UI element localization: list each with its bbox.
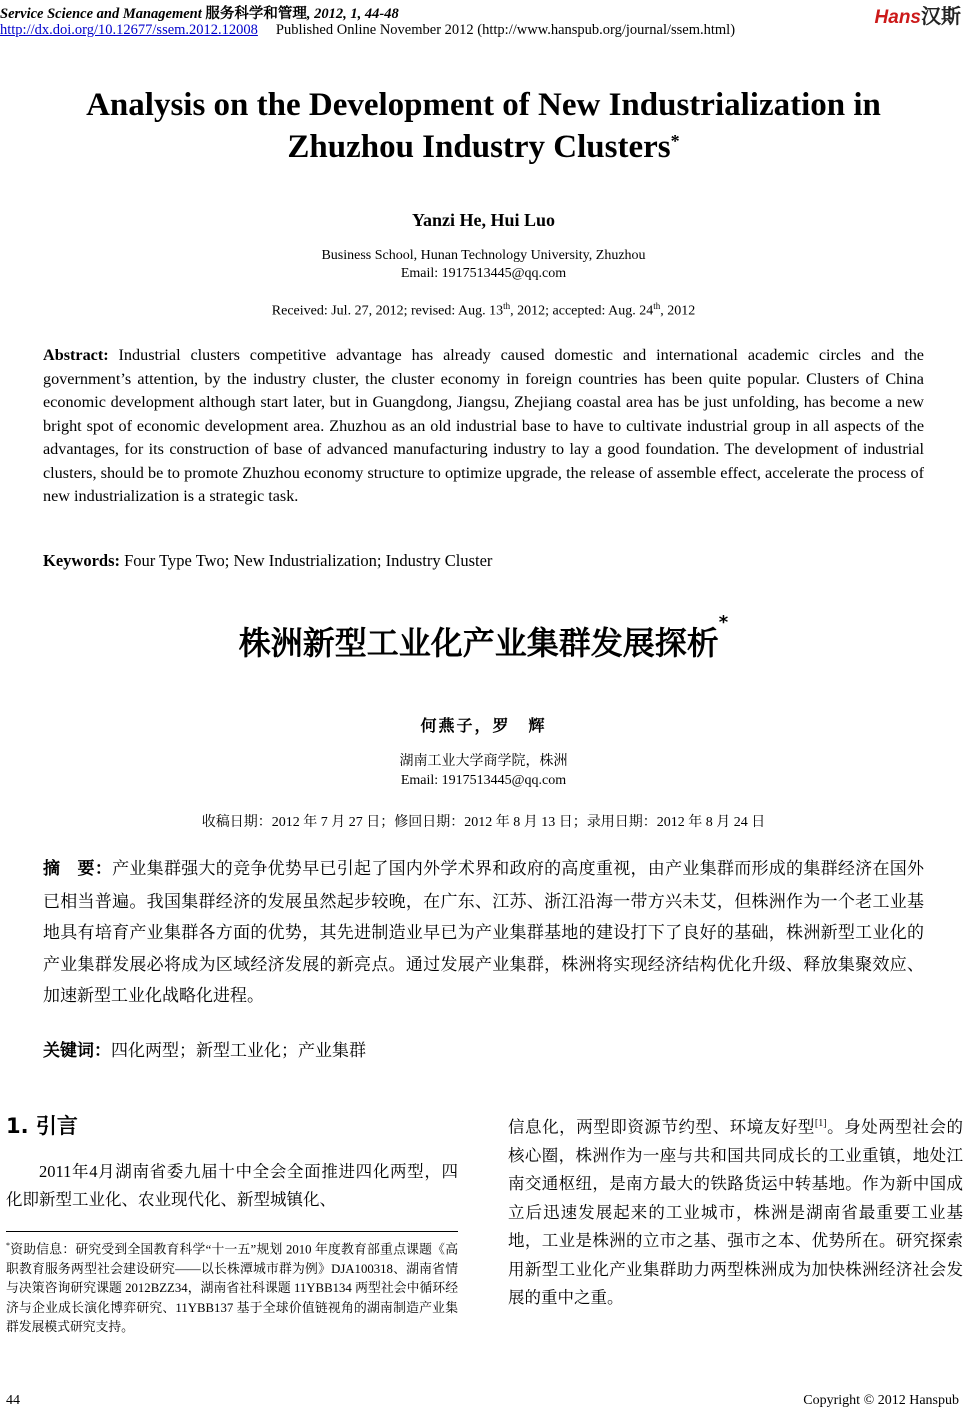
logo-text-cn: 汉斯	[921, 6, 961, 28]
footnote-text: 资助信息：研究受到全国教育科学“十一五”规划 2010 年度教育部重点课题《高职教育服务两型社会建设研究——以长株潭城市群为例》DJA100318、湖南省情与决策咨询研究课题 2012BZZ34，湖南省社科课题 11YBB134 两型社会中循环经济与企业成长演化博弈研究、11YBB137 基于全球价值链视角的湖南制造产业集群发展模式研究支持。	[6, 1242, 458, 1335]
hans-logo	[875, 0, 961, 29]
doi-line	[0, 22, 735, 39]
journal-issue: , 2012, 1, 44-48	[306, 6, 399, 22]
right-paragraph-part2: 。身处两型社会的核心圈，株洲作为一座与共和国共同成长的工业重镇，地处江南交通枢纽，是南方最大的铁路货运中转基地。作为新中国成立后迅速发展起来的工业城市，株洲是湖南省最重要工业基地，工业是株洲的立市之基、强市之本、优势所在。研究探索用新型工业化产业集群助力两型株洲成为加快株洲经济社会发展的重中之重。	[508, 1117, 964, 1307]
email-cn: Email: 1917513445@qq.com	[400, 773, 567, 788]
title-en-footnote-mark[interactable]: *	[670, 131, 680, 151]
section-heading-intro: 1. 引言	[6, 1114, 78, 1138]
citation-1[interactable]: [1]	[814, 1118, 827, 1129]
dates-year-end: , 2012	[660, 303, 696, 319]
dates-en	[0, 301, 967, 320]
logo-text-en: Hans	[874, 7, 921, 28]
abstract-cn-label: 摘 要：	[43, 859, 113, 879]
title-en-line2: Zhuzhou Industry Clusters	[287, 129, 671, 165]
title-cn-footnote-mark[interactable]: *	[718, 612, 729, 633]
keywords-cn-label: 关键词：	[43, 1041, 111, 1061]
right-column-paragraph	[508, 1110, 963, 1312]
footnote-mark: *	[6, 1241, 10, 1250]
affiliation-en: Business School, Hunan Technology University, Zhuzhou	[321, 248, 646, 263]
accepted-sup: th	[653, 301, 661, 311]
journal-header	[0, 2, 399, 23]
accepted-date: , 2012; accepted: Aug. 24	[510, 303, 654, 319]
revised-sup: th	[503, 301, 511, 311]
published-online: Published Online November 2012 (http://www.hanspub.org/journal/ssem.html)	[275, 22, 736, 38]
title-en	[0, 84, 967, 168]
email-en: Email: 1917513445@qq.com	[400, 266, 567, 281]
abstract-en	[43, 344, 924, 509]
affiliation-cn-block	[0, 752, 967, 790]
right-paragraph-part1: 信息化，两型即资源节约型、环境友好型	[508, 1117, 815, 1137]
dates-cn: 收稿日期：2012 年 7 月 27 日；修回日期：2012 年 8 月 13 日；录用日期：2012 年 8 月 24 日	[201, 815, 766, 830]
authors-en: Yanzi He, Hui Luo	[411, 210, 556, 230]
abstract-cn	[43, 853, 924, 1012]
keywords-en-label: Keywords:	[43, 551, 120, 570]
journal-name-en: Service Science and Management	[0, 6, 202, 22]
doi-link[interactable]: http://dx.doi.org/10.12677/ssem.2012.12008	[0, 22, 258, 38]
abstract-en-label: Abstract:	[43, 346, 109, 364]
authors-cn: 何燕子，罗 辉	[420, 718, 547, 735]
abstract-en-text: Industrial clusters competitive advantage has already caused domestic and international academic circles and the government’s attention, by the industry cluster, the cluster economy in foreign countries has been quite popular. Clusters of China economic development although start later, but in Guangdong, Jiangsu, Zhejiang coastal area has be just unfolding, has become a new bright spot of economic development area. Zhuzhou as an old industrial base to have to cultivate industrial group in all aspects of the advantages, for its construction of base of advanced manufacturing industry to lay a good foundation. The development of industrial clusters, should be to promote Zhuzhou economy structure to optimize upgrade, the release of assemble effect, accelerate the process of new industrialization is a strategic task.	[43, 346, 924, 505]
left-paragraph-text: 2011年4月湖南省委九届十中全会全面推进四化两型，四化即新型工业化、农业现代化、新型城镇化、	[6, 1162, 458, 1209]
keywords-cn-text: 四化两型；新型工业化；产业集群	[111, 1041, 366, 1060]
copyright: Copyright © 2012 Hanspub	[803, 1393, 959, 1408]
keywords-cn	[43, 1036, 366, 1061]
title-en-line2-wrap	[0, 126, 967, 168]
title-cn-text: 株洲新型工业化产业集群发展探析	[238, 624, 719, 662]
left-column-paragraph	[6, 1158, 458, 1214]
affiliation-en-block	[0, 247, 967, 283]
journal-name-cn: 服务科学和管理	[205, 6, 307, 22]
title-cn	[0, 612, 967, 664]
footnote-divider	[6, 1231, 458, 1232]
keywords-en-text: Four Type Two; New Industrialization; Industry Cluster	[120, 551, 493, 570]
keywords-en	[43, 551, 492, 571]
received-date: Received: Jul. 27, 2012; revised: Aug. 13	[271, 303, 504, 319]
footnote	[6, 1236, 458, 1338]
page-number: 44	[6, 1393, 20, 1408]
title-en-line1: Analysis on the Development of New Industrialization in	[86, 87, 881, 123]
affiliation-cn: 湖南工业大学商学院，株洲	[399, 754, 568, 769]
abstract-cn-text: 产业集群强大的竞争优势早已引起了国内外学术界和政府的高度重视，由产业集群而形成的集群经济在国外已相当普遍。我国集群经济的发展虽然起步较晚，在广东、江苏、浙江沿海一带方兴未艾，但株洲作为一个老工业基地具有培育产业集群各方面的优势，其先进制造业早已为产业集群基地的建设打下了良好的基础，株洲新型工业化的产业集群发展必将成为区域经济发展的新亮点。通过发展产业集群，株洲将实现经济结构优化升级、释放集聚效应、加速新型工业化战略化进程。	[43, 859, 925, 1005]
